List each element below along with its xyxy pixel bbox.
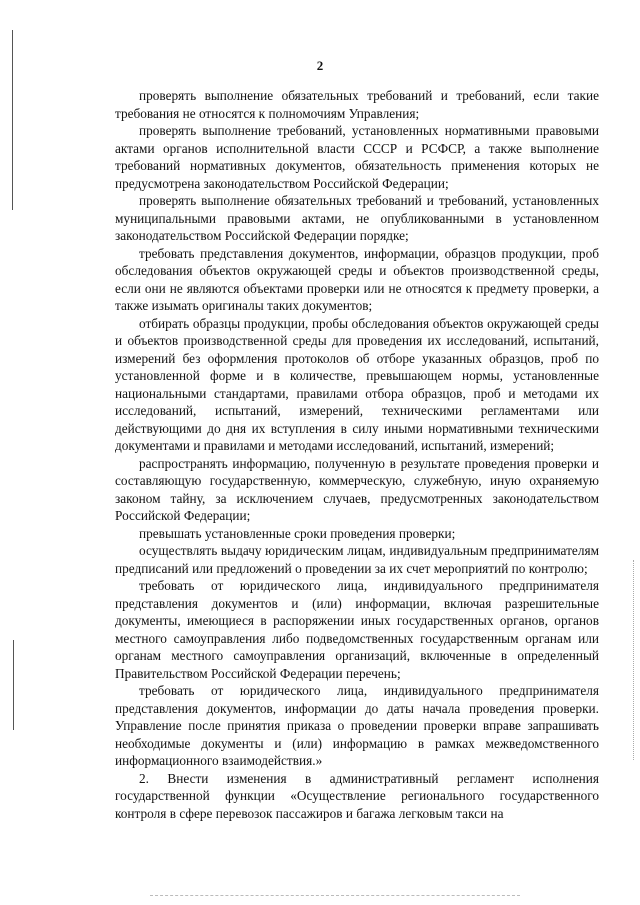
paragraph: осуществлять выдачу юридическим лицам, индивидуальным предпринимателям предписаний или предложений о проведении за их счет мероприятий по контролю; <box>115 543 599 576</box>
paragraph: проверять выполнение требований, установленных нормативными правовыми актами органов исполнительной власти СССР и РСФСР, а также выполнение требований нормативных документов, обязательность применения которых не предусмотрена законодательством Российской Федерации; <box>115 123 599 191</box>
paragraph: отбирать образцы продукции, пробы обследования объектов окружающей среды и объектов производственной среды для проведения их исследований, испытаний, измерений без оформления протоколов об отборе указанных образцов, проб по установленной форме и в количестве, превышающем нормы, установленные национальными стандартами, правилами отбора образцов, проб и методами их исследований, испытаний, измерений, техническими регламентами или действующими до дня их вступления в силу иными нормативными техническими документами и правилами и методами исследований, испытаний, измерений; <box>115 315 599 453</box>
paragraph: проверять выполнение обязательных требований и требований, установленных муниципальными правовыми актами, не опубликованными в установленном законодательством Российской Федерации порядке; <box>115 193 599 243</box>
paragraph: распространять информацию, полученную в результате проведения проверки и составляющую государственную, коммерческую, служебную, иную охраняемую законом тайну, за исключением случаев, предусмотренных законодательством Российской Федерации; <box>115 455 599 523</box>
paragraph: требовать от юридического лица, индивидуального предпринимателя представления документов, информации до даты начала проведения проверки. Управление после принятия приказа о проведении проверки вправе запрашивать необходимые документы и (или) информацию в рамках межведомственного информационного взаимодействия.» <box>115 683 599 768</box>
paragraph: превышать установленные сроки проведения проверки; <box>139 525 456 541</box>
page-number: 2 <box>316 58 324 73</box>
paragraph: требовать от юридического лица, индивидуального предпринимателя представления документов и (или) информации, включая разрешительные документы, имеющиеся в распоряжении иных государственных органов, органов местного самоуправления либо подведомственных государственным органам или органам местного самоуправления организаций, включенные в определенный Правительством Российской Федерации перечень; <box>115 578 599 681</box>
paragraph: проверять выполнение обязательных требований и требований, если такие требования не относятся к полномочиям Управления; <box>115 88 599 121</box>
scan-edge-mark <box>13 640 14 730</box>
document-body <box>115 87 599 822</box>
scan-noise-mark <box>150 895 520 896</box>
scan-noise-mark <box>632 560 634 760</box>
paragraph: требовать представления документов, информации, образцов продукции, проб обследования объектов окружающей среды и объектов производственной среды, если они не являются объектами проверки или не относятся к предмету проверки, а также изымать оригиналы таких документов; <box>115 245 599 313</box>
paragraph: 2. Внести изменения в административный регламент исполнения государственной функции «Осуществление регионального государственного контроля в сфере перевозок пассажиров и багажа легковым такси на <box>115 770 599 821</box>
scan-edge-mark <box>12 30 13 210</box>
